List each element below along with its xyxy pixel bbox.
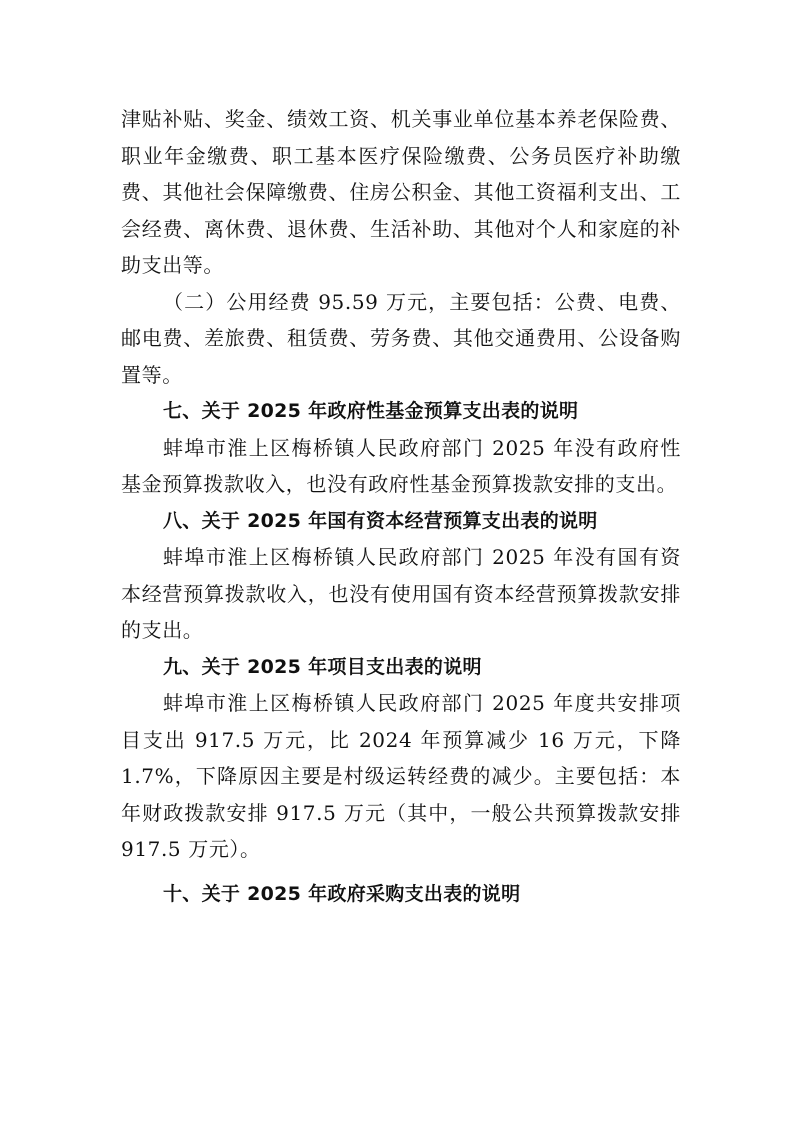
spacer [121,868,681,876]
paragraph-state-capital: 蚌埠市淮上区梅桥镇人民政府部门 2025 年没有国有资本经营预算拨款收入，也没有使用国有资本经营预算拨款安排的支出。 [121,545,681,642]
paragraph-public-expenses: （二）公用经费 95.59 万元，主要包括：公费、电费、邮电费、差旅费、租赁费、劳务费、其他交通费用、公设备购置等。 [121,289,681,387]
section-heading-9: 九、关于 2025 年项目支出表的说明 [163,655,482,678]
paragraph-government-fund: 蚌埠市淮上区梅桥镇人民政府部门 2025 年没有政府性基金预算拨款收入，也没有政府性基金预算拨款安排的支出。 [121,435,681,496]
document-body [121,101,681,912]
section-heading-8: 八、关于 2025 年国有资本经营预算支出表的说明 [163,509,598,532]
paragraph-project-expenses: 蚌埠市淮上区梅桥镇人民政府部门 2025 年度共安排项目支出 917.5 万元，比 2024 年预算减少 16 万元，下降 1.7%，下降原因主要是村级运转经费的减少。主要包括：本年财政拨款安排 917.5 万元（其中，一般公共预算拨款安排 917.5 万元）。 [121,691,681,861]
section-heading-7: 七、关于 2025 年政府性基金预算支出表的说明 [163,400,579,422]
section-heading-10: 十、关于 2025 年政府采购支出表的说明 [163,882,521,905]
paragraph-personnel-expenses: 津贴补贴、奖金、绩效工资、机关事业单位基本养老保险费、职业年金缴费、职工基本医疗保险缴费、公务员医疗补助缴费、其他社会保障缴费、住房公积金、其他工资福利支出、工会经费、离休费、退休费、生活补助、其他对个人和家庭的补助支出等。 [121,107,681,277]
